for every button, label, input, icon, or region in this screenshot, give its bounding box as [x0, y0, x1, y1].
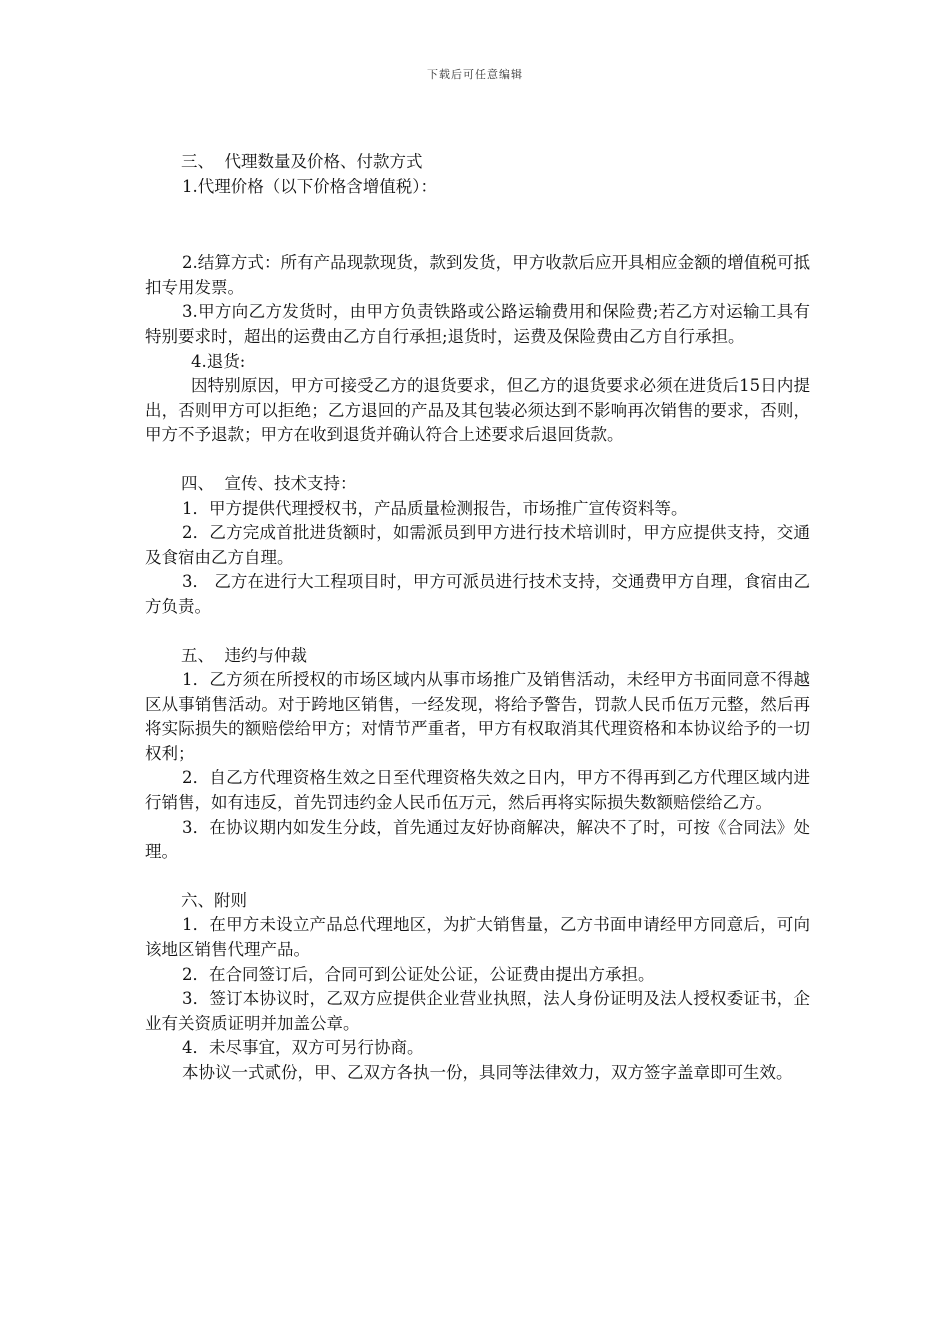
- section-6-title: 六、附则: [181, 890, 247, 910]
- page-header: 下载后可任意编辑: [427, 68, 523, 81]
- section-3-item-2: 2.结算方式：所有产品现款现货，款到发货，甲方收款后应开具相应金额的增值税可抵扣专用发票。: [145, 253, 810, 297]
- section-4-item-2: 2．乙方完成首批进货额时，如需派员到甲方进行技术培训时，甲方应提供支持，交通及食宿由乙方自理。: [145, 523, 810, 567]
- section-6-closing: 本协议一式贰份，甲、乙双方各执一份，具同等法律效力，双方签字盖章即可生效。: [182, 1063, 793, 1082]
- section-3-item-1: 1.代理价格（以下价格含增值税）：: [182, 176, 437, 196]
- section-6-item-2: 2．在合同签订后，合同可到公证处公证，公证费由提出方承担。: [182, 964, 655, 984]
- section-3-item-4-body: 因特别原因，甲方可接受乙方的退货要求，但乙方的退货要求必须在进货后15日内提出，否则甲方可以拒绝；乙方退回的产品及其包装必须达到不影响再次销售的要求，否则，甲方不予退款；甲方在收到退货并确认符合上述要求后退回货款。: [145, 376, 810, 445]
- document-body: [145, 150, 810, 1086]
- section-6-item-4: 4．未尽事宜，双方可另行协商。: [182, 1038, 424, 1058]
- section-6-item-3: 3．签订本协议时，乙双方应提供企业营业执照，法人身份证明及法人授权委证书，企业有关资质证明并加盖公章。: [145, 989, 810, 1033]
- section-3-item-3: 3.甲方向乙方发货时，由甲方负责铁路或公路运输费用和保险费;若乙方对运输工具有特别要求时，超出的运费由乙方自行承担;退货时，运费及保险费由乙方自行承担。: [145, 302, 810, 346]
- section-4-title: 四、 宣传、技术支持：: [181, 473, 357, 493]
- section-3-title: 三、 代理数量及价格、付款方式: [181, 152, 423, 171]
- section-4-item-1: 1．甲方提供代理授权书，产品质量检测报告，市场推广宣传资料等。: [182, 498, 688, 518]
- section-5-title: 五、 违约与仲裁: [181, 645, 307, 665]
- section-3-item-4: 4.退货:: [191, 351, 246, 371]
- section-6-item-1: 1．在甲方未设立产品总代理地区，为扩大销售量，乙方书面申请经甲方同意后，可向该地区销售代理产品。: [145, 915, 810, 960]
- section-5-item-1: 1．乙方须在所授权的市场区域内从事市场推广及销售活动，未经甲方书面同意不得越区从事销售活动。对于跨地区销售，一经发现，将给予警告，罚款人民币伍万元整，然后再将实际损失的额赔偿给甲方；对情节严重者，甲方有权取消其代理资格和本协议给予的一切权利；: [145, 670, 810, 763]
- section-4-item-3: 3． 乙方在进行大工程项目时，甲方可派员进行技术支持，交通费甲方自理，食宿由乙方负责。: [145, 572, 810, 616]
- section-5-item-3: 3．在协议期内如发生分歧，首先通过友好协商解决，解决不了时，可按《合同法》处理。: [145, 817, 810, 862]
- section-5-item-2: 2．自乙方代理资格生效之日至代理资格失效之日内，甲方不得再到乙方代理区域内进行销售，如有违反，首先罚违约金人民币伍万元，然后再将实际损失数额赔偿给乙方。: [145, 768, 810, 813]
